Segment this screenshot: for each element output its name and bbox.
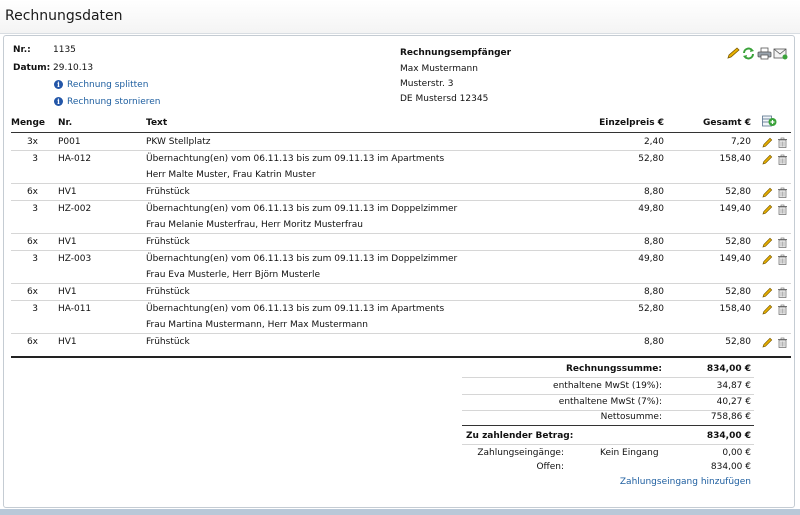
trash-icon[interactable] <box>777 187 788 198</box>
cell-einzelpreis: 8,80 <box>643 287 664 297</box>
table-row <box>4 201 794 234</box>
cell-einzelpreis: 49,80 <box>638 254 664 264</box>
refresh-icon[interactable] <box>741 47 756 60</box>
recipient-city: DE Mustersd 12345 <box>400 94 489 104</box>
summary-divider-strong <box>462 425 754 426</box>
cell-nr: HZ-003 <box>58 254 92 264</box>
table-row <box>4 151 794 184</box>
cell-gesamt: 52,80 <box>725 187 751 197</box>
cell-gesamt: 52,80 <box>725 287 751 297</box>
edit-icon[interactable] <box>762 254 773 265</box>
edit-icon[interactable] <box>726 47 741 60</box>
add-payment-link[interactable]: Zahlungseingang hinzufügen <box>619 477 751 487</box>
cell-nr: HA-012 <box>58 154 92 164</box>
cell-gesamt: 52,80 <box>725 237 751 247</box>
summary-divider <box>462 410 754 411</box>
trash-icon[interactable] <box>777 304 788 315</box>
mwst19-value: 34,87 € <box>716 381 751 391</box>
recipient-name: Max Mustermann <box>400 64 478 74</box>
cell-einzelpreis: 8,80 <box>643 187 664 197</box>
cell-text: Übernachtung(en) vom 06.11.13 bis zum 09.11.13 im Apartments <box>146 154 445 164</box>
col-header-menge: Menge <box>11 118 46 128</box>
netto-value: 758,86 € <box>710 412 751 422</box>
cell-text: Frühstück <box>146 287 190 297</box>
col-header-text: Text <box>146 118 168 128</box>
cell-menge: 3x <box>26 137 38 147</box>
table-row <box>4 334 794 351</box>
datum-value: 29.10.13 <box>53 63 94 73</box>
cell-guests: Herr Malte Muster, Frau Katrin Muster <box>146 170 316 180</box>
header-divider <box>11 132 791 133</box>
cell-menge: 3 <box>32 204 38 214</box>
cell-guests: Frau Martina Mustermann, Herr Max Mustermann <box>146 320 368 330</box>
edit-icon[interactable] <box>762 204 773 215</box>
table-end-divider <box>11 356 791 358</box>
bottom-border <box>0 509 800 515</box>
cell-gesamt: 158,40 <box>719 304 751 314</box>
table-row <box>4 134 794 151</box>
zahlen-label: Zu zahlender Betrag: <box>466 431 574 441</box>
mwst7-label: enthaltene MwSt (7%): <box>558 397 662 407</box>
mwst7-value: 40,27 € <box>716 397 751 407</box>
cell-guests: Frau Eva Musterle, Herr Björn Musterle <box>146 270 321 280</box>
trash-icon[interactable] <box>777 337 788 348</box>
table-row <box>4 234 794 251</box>
rechnungssumme-value: 834,00 € <box>706 364 751 374</box>
trash-icon[interactable] <box>777 237 788 248</box>
summary-divider <box>462 377 754 378</box>
trash-icon[interactable] <box>777 254 788 265</box>
cell-gesamt: 149,40 <box>719 204 751 214</box>
cell-nr: P001 <box>58 137 81 147</box>
edit-icon[interactable] <box>762 337 773 348</box>
cell-text: PKW Stellplatz <box>146 137 211 147</box>
cell-guests: Frau Melanie Musterfrau, Herr Moritz Musterfrau <box>146 220 363 230</box>
edit-icon[interactable] <box>762 287 773 298</box>
cell-text: Frühstück <box>146 237 190 247</box>
nr-value: 1135 <box>53 45 76 55</box>
cell-menge: 3 <box>32 154 38 164</box>
cell-menge: 6x <box>26 237 38 247</box>
trash-icon[interactable] <box>777 287 788 298</box>
title-bar <box>0 0 800 34</box>
edit-icon[interactable] <box>762 187 773 198</box>
cell-einzelpreis: 8,80 <box>643 337 664 347</box>
cell-nr: HV1 <box>58 237 77 247</box>
info-icon: i <box>54 80 63 89</box>
table-row <box>4 301 794 334</box>
print-icon[interactable] <box>757 47 772 60</box>
email-icon[interactable] <box>773 47 788 60</box>
nr-label: Nr.: <box>13 45 31 55</box>
add-row-table-icon[interactable] <box>762 115 777 128</box>
split-invoice-link[interactable]: Rechnung splitten <box>67 80 149 90</box>
cell-gesamt: 149,40 <box>719 254 751 264</box>
cell-text: Übernachtung(en) vom 06.11.13 bis zum 09.11.13 im Doppelzimmer <box>146 204 458 214</box>
cell-menge: 6x <box>26 187 38 197</box>
col-header-nr: Nr. <box>58 118 73 128</box>
table-row <box>4 251 794 284</box>
cell-nr: HZ-002 <box>58 204 92 214</box>
offen-label: Offen: <box>536 462 564 472</box>
cell-menge: 3 <box>32 254 38 264</box>
cell-einzelpreis: 52,80 <box>638 154 664 164</box>
eingaenge-value: 0,00 € <box>722 448 751 458</box>
cell-einzelpreis: 2,40 <box>643 137 664 147</box>
edit-icon[interactable] <box>762 237 773 248</box>
cell-einzelpreis: 49,80 <box>638 204 664 214</box>
recipient-street: Musterstr. 3 <box>400 79 454 89</box>
cell-menge: 6x <box>26 337 38 347</box>
col-header-einzelpreis: Einzelpreis € <box>599 118 664 128</box>
cell-menge: 6x <box>26 287 38 297</box>
offen-value: 834,00 € <box>710 462 751 472</box>
cell-gesamt: 52,80 <box>725 337 751 347</box>
cell-nr: HV1 <box>58 337 77 347</box>
netto-label: Nettosumme: <box>600 412 662 422</box>
trash-icon[interactable] <box>777 137 788 148</box>
edit-icon[interactable] <box>762 137 773 148</box>
cell-einzelpreis: 8,80 <box>643 237 664 247</box>
cell-text: Übernachtung(en) vom 06.11.13 bis zum 09.11.13 im Doppelzimmer <box>146 254 458 264</box>
cell-gesamt: 7,20 <box>730 137 751 147</box>
cancel-invoice-link[interactable]: Rechnung stornieren <box>67 97 161 107</box>
col-header-gesamt: Gesamt € <box>703 118 751 128</box>
invoice-panel <box>3 35 795 508</box>
cell-text: Frühstück <box>146 337 190 347</box>
mwst19-label: enthaltene MwSt (19%): <box>553 381 662 391</box>
cell-einzelpreis: 52,80 <box>638 304 664 314</box>
cell-nr: HV1 <box>58 187 77 197</box>
page-title: Rechnungsdaten <box>5 8 123 24</box>
cell-text: Übernachtung(en) vom 06.11.13 bis zum 09.11.13 im Apartments <box>146 304 445 314</box>
rechnungssumme-label: Rechnungssumme: <box>565 364 662 374</box>
edit-icon[interactable] <box>762 304 773 315</box>
trash-icon[interactable] <box>777 204 788 215</box>
cell-text: Frühstück <box>146 187 190 197</box>
table-row <box>4 184 794 201</box>
info-icon: i <box>54 97 63 106</box>
eingaenge-status: Kein Eingang <box>600 448 659 458</box>
cell-gesamt: 158,40 <box>719 154 751 164</box>
datum-label: Datum: <box>13 63 51 73</box>
table-row <box>4 284 794 301</box>
edit-icon[interactable] <box>762 154 773 165</box>
recipient-heading: Rechnungsempfänger <box>400 48 512 58</box>
summary-divider <box>462 444 754 445</box>
eingaenge-label: Zahlungseingänge: <box>477 448 564 458</box>
summary-divider <box>462 394 754 395</box>
cell-nr: HA-011 <box>58 304 92 314</box>
cell-nr: HV1 <box>58 287 77 297</box>
trash-icon[interactable] <box>777 154 788 165</box>
zahlen-value: 834,00 € <box>706 431 751 441</box>
cell-menge: 3 <box>32 304 38 314</box>
